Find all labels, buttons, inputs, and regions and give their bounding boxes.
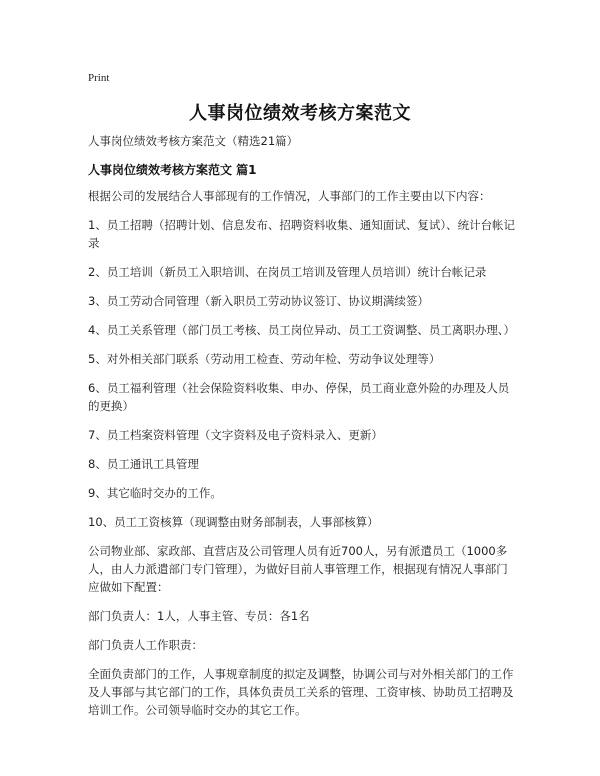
list-item-other: 9、其它临时交办的工作。 [88,486,222,500]
list-item-archives: 7、员工档案资料管理（文字资料及电子资料录入、更新） [88,428,383,442]
paragraph-staffing: 公司物业部、家政部、直营店及公司管理人员有近700人，另有派遣员工（1000多人，由人力派遣部门专门管理），为做好目前人事管理工作，根据现有情况人事部门应做如下配置： [88,544,508,594]
section-heading: 人事岗位绩效考核方案范文 篇1 [88,163,257,177]
list-item-relations: 4、员工关系管理（部门员工考核、员工岗位异动、员工工资调整、员工离职办理、） [88,323,516,337]
document-subtitle: 人事岗位绩效考核方案范文（精选21篇） [88,134,299,148]
list-item-recruitment: 1、员工招聘（招聘计划、信息发布、招聘资料收集、通知面试、复试）、统计台帐记录 [88,218,516,250]
paragraph-duties: 全面负责部门的工作，人事规章制度的拟定及调整，协调公司与对外相关部门的工作及人事部与其它部门的工作，具体负责员工关系的管理、工资审核、协助员工招聘及培训工作。公司领导临时交办的其它工作。 [88,667,514,717]
print-label: Print [88,72,110,84]
paragraph-headcount: 部门负责人：1人，人事主管、专员：各1名 [88,609,310,623]
paragraph-intro: 根据公司的发展结合人事部现有的工作情况，人事部门的工作主要由以下内容： [88,189,491,203]
list-item-training: 2、员工培训（新员工入职培训、在岗员工培训及管理人员培训）统计台帐记录 [88,265,487,279]
page-title: 人事岗位绩效考核方案范文 [189,103,411,124]
document-body [88,132,518,719]
list-item-contracts: 3、员工劳动合同管理（新入职员工劳动协议签订、协议期满续签） [88,294,429,308]
paragraph-duties-heading: 部门负责人工作职责： [88,638,203,652]
list-item-welfare: 6、员工福利管理（社会保险资料收集、申办、停保，员工商业意外险的办理及人员的更换） [88,381,510,413]
list-item-external: 5、对外相关部门联系（劳动用工检查、劳动年检、劳动争议处理等） [88,352,441,366]
list-item-payroll: 10、员工工资核算（现调整由财务部制表，人事部核算） [88,515,379,529]
list-item-communication: 8、员工通讯工具管理 [88,457,199,471]
